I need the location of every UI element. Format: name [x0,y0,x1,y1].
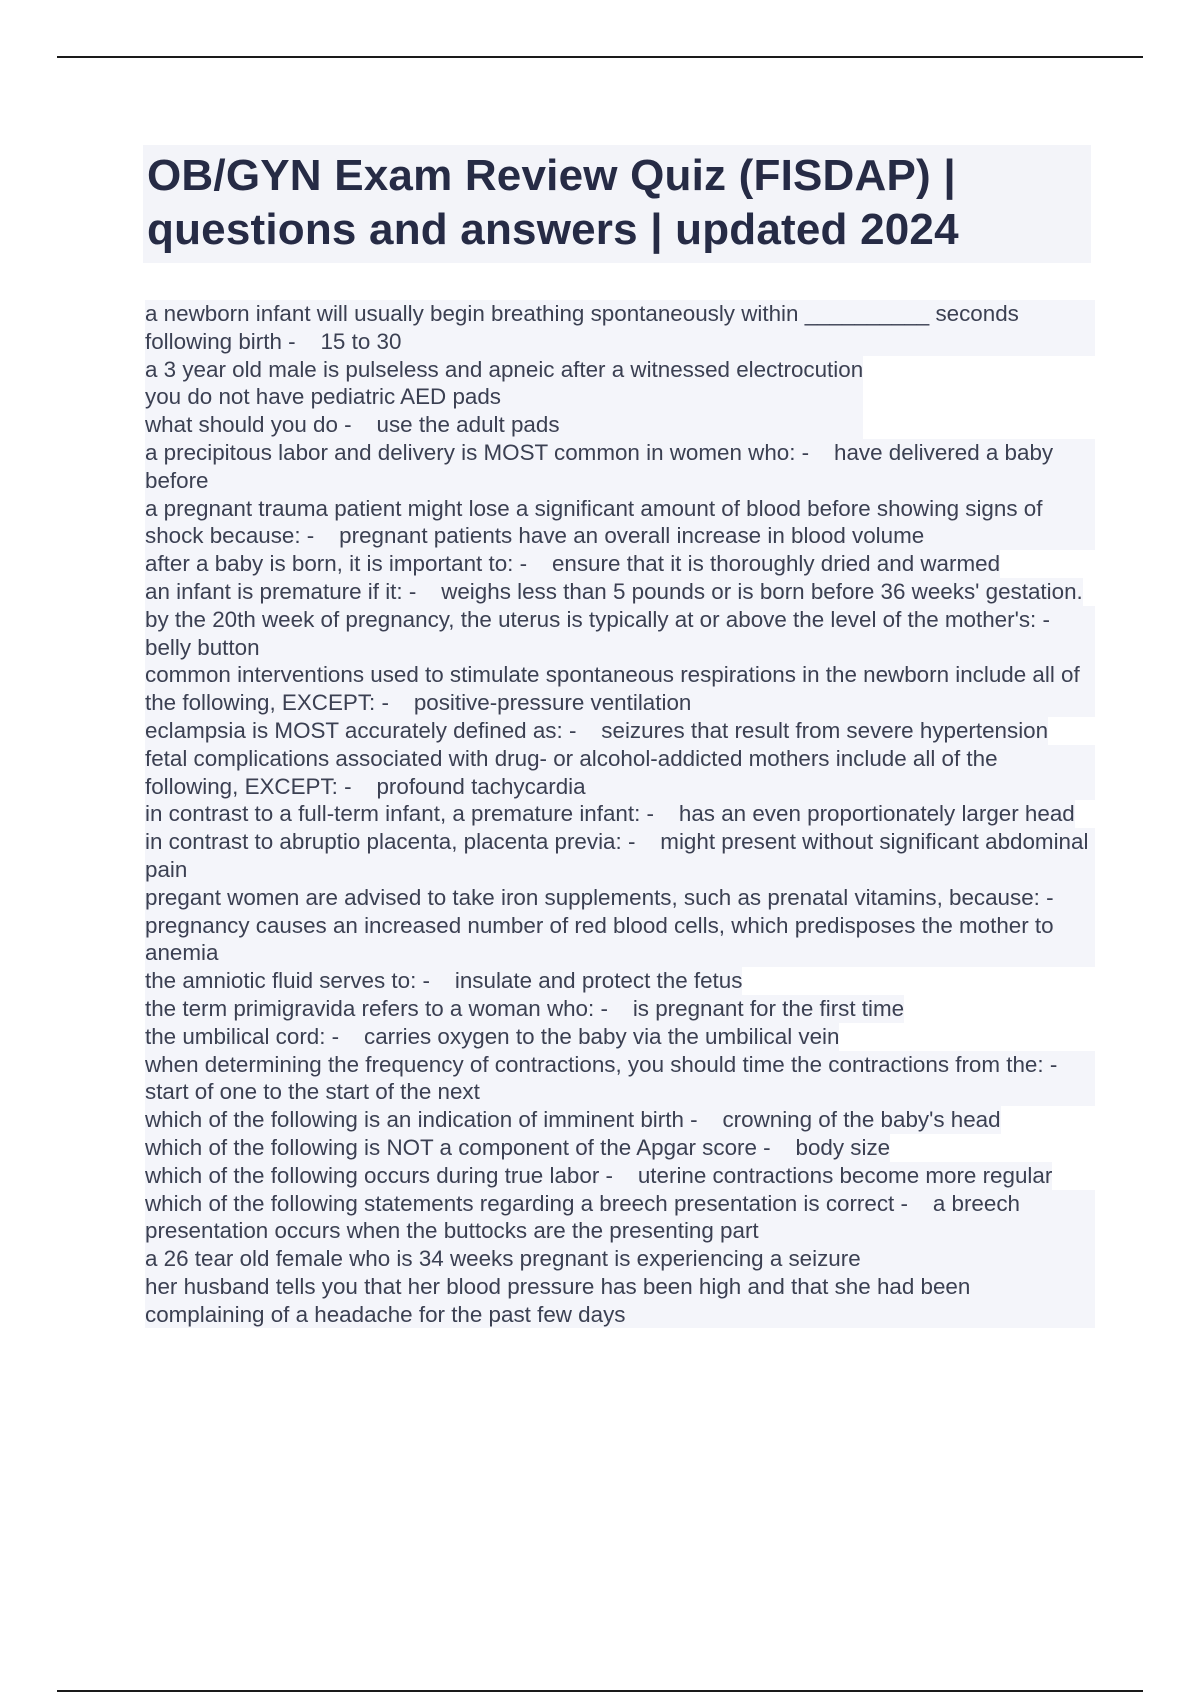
question-text: a 26 tear old female who is 34 weeks pregnant is experiencing a seizure her husband tells you that her blood pressure has been high and that she had been complaining of a headache for the past few days [145,1246,971,1327]
question-text: which of the following occurs during true labor - [145,1162,620,1188]
question-text: in contrast to abruptio placenta, placenta previa: - [145,829,642,855]
qa-item [145,578,1083,606]
qa-item [145,1106,1001,1134]
question-text: the umbilical cord: - [145,1023,346,1049]
answer-text: carries oxygen to the baby via the umbilical vein [364,1023,840,1049]
question-text: in contrast to a full-term infant, a premature infant: - [145,801,661,827]
answer-text: start of one to the start of the next [145,1079,480,1105]
question-text: which of the following statements regarding a breech presentation is correct - [145,1190,915,1216]
answer-text: pregnant patients have an overall increase in blood volume [339,523,925,549]
qa-item [145,1162,1052,1190]
title-block [143,145,1091,263]
question-text: a precipitous labor and delivery is MOST common in women who: - [145,439,816,465]
answer-text: positive-pressure ventilation [413,690,692,716]
qa-item [145,800,1075,828]
qa-item [145,1051,1095,1107]
qa-item [145,661,1095,717]
answer-text: a breech presentation occurs when the buttocks are the presenting part [145,1190,1027,1244]
qa-item [145,745,1095,801]
question-text: after a baby is born, it is important to: - [145,551,534,577]
qa-item [145,606,1095,662]
question-text: a 3 year old male is pulseless and apneic after a witnessed electrocution you do not have pediatric AED pads what should you do - [145,356,864,438]
answer-text: belly button [145,634,260,660]
question-text: an infant is premature if it: - [145,578,423,604]
question-text: pregant women are advised to take iron supplements, such as prenatal vitamins, because: - [145,884,1060,910]
question-text: which of the following is NOT a component of the Apgar score - [145,1134,777,1160]
answer-text: is pregnant for the first time [632,995,905,1021]
answer-text: body size [795,1134,891,1160]
answer-text: weighs less than 5 pounds or is born before 36 weeks' gestation. [441,578,1083,604]
qa-item [145,1023,839,1051]
qa-item [145,1245,1095,1328]
qa-item [145,1190,1095,1246]
answer-text: 15 to 30 [320,328,402,354]
qa-list [145,300,1095,1328]
qa-item [145,967,742,995]
answer-text: might present without significant abdominal pain [145,829,1095,882]
answer-text: insulate and protect the fetus [454,968,743,994]
answer-text: pregnancy causes an increased number of red blood cells, which predisposes the mother to anemia [145,912,1060,966]
qa-item [145,439,1095,495]
question-text: which of the following is an indication of imminent birth - [145,1107,704,1133]
question-text: a pregnant trauma patient might lose a significant amount of blood before showing signs of shock because: - [145,495,1049,549]
qa-item [145,1134,890,1162]
question-text: by the 20th week of pregnancy, the uterus is typically at or above the level of the mother's: - [145,606,1057,632]
question-text: when determining the frequency of contractions, you should time the contractions from the: - [145,1051,1064,1077]
qa-item [145,884,1095,967]
question-text: the amniotic fluid serves to: - [145,968,437,994]
bottom-rule [57,1690,1143,1692]
answer-text: crowning of the baby's head [722,1107,1001,1133]
answer-text: use the adult pads [376,412,560,438]
answer-text: profound tachycardia [376,773,586,799]
answer-text: seizures that result from severe hypertension [601,717,1049,743]
top-rule [57,56,1143,58]
question-text: common interventions used to stimulate spontaneous respirations in the newborn include all of the following, EXCEPT: - [145,662,1086,716]
question-text: fetal complications associated with drug- or alcohol-addicted mothers include all of the following, EXCEPT: - [145,745,1004,799]
answer-text: have delivered a baby before [145,439,1060,493]
qa-item [145,300,1095,356]
qa-item [145,717,1048,745]
qa-item [145,550,1000,578]
answer-text: ensure that it is thoroughly dried and warmed [551,551,1001,577]
document-title: OB/GYN Exam Review Quiz (FISDAP) | questions and answers | updated 2024 [147,151,959,254]
qa-item [145,495,1095,551]
answer-text: has an even proportionately larger head [678,801,1075,827]
question-text: a newborn infant will usually begin breathing spontaneously within __________ seconds following birth - [145,301,1026,354]
question-text: eclampsia is MOST accurately defined as: - [145,717,583,743]
qa-item [145,356,863,439]
question-text: the term primigravida refers to a woman who: - [145,995,615,1021]
qa-item [145,995,904,1023]
answer-text: uterine contractions become more regular [637,1162,1053,1188]
qa-item [145,828,1095,884]
